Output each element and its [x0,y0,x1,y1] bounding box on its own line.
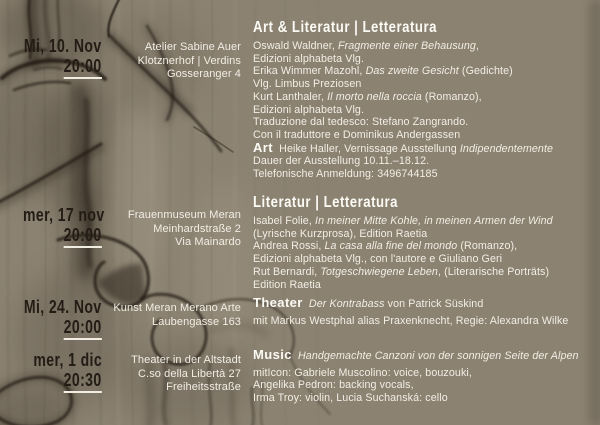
text-segment: Fragmente einer Behausung [337,40,476,52]
text-segment: Il morto nella roccia [327,90,422,103]
section-heading [253,194,600,212]
text-segment: Angelika Pedron: backing vocals, [253,379,414,392]
event-date [0,298,102,318]
text-segment: Heike Haller, Vernissage Ausstellung [272,142,460,155]
event-venue [103,41,241,82]
event-venue [103,354,241,395]
section-lines [253,215,600,291]
section-lines [253,349,600,405]
venue-line: Laubengasse 163 [152,315,241,328]
event-time-text [64,226,102,245]
event-time-text [64,318,102,337]
section-heading-text: Literatur | Letteratura [253,194,399,211]
event-time-underlined: 20:00 [64,317,102,340]
text-line [253,379,600,392]
text-segment: Vlg. Limbus Preziosen [253,78,362,91]
venue-line: Klotznerhof | Verdins [137,54,241,67]
text-segment: Oswald Waldner, [253,40,338,52]
venue-line: Gosseranger 4 [166,68,241,81]
text-segment: Isabel Folie, [253,215,315,227]
venue-line: Via Mainardo [175,236,241,249]
text-segment: Rut Bernardi, [253,265,321,278]
text-line [253,129,600,142]
event-venue [103,209,241,250]
text-segment: , [475,40,480,52]
text-segment: Theater [253,295,303,310]
text-segment: Irma Troy: violin, Lucia Suchanská: cello [253,392,448,405]
event-date-text: mer, 17 nov [23,205,105,225]
event-time-underlined: 20:00 [64,225,102,248]
text-line [253,155,600,168]
event-datetime [0,351,102,391]
text-line [253,279,600,292]
venue-line: Meinhardstraße 2 [153,222,241,235]
event-datetime [0,37,102,77]
program-section [253,297,600,327]
event-time-text [64,57,102,76]
text-segment: Music [253,347,292,362]
text-segment: (Gedichte) [458,65,513,78]
text-segment: mit Markus Westphal alias Praxenknecht, Regie: Alexandra Wilke [253,314,569,327]
text-line [253,266,600,279]
text-line [253,65,600,78]
text-segment: Kurt Lanthaler, [253,90,328,103]
event-datetime [0,298,102,338]
section-lines [253,40,600,181]
text-segment: Erika Wimmer Mazohl, [253,65,366,78]
text-segment: Art [253,139,273,155]
text-segment: Das zweite Gesicht [365,65,459,78]
event-time-underlined: 20:00 [64,56,102,79]
text-line [253,104,600,117]
event-date [0,37,102,57]
venue-line: Atelier Sabine Auer [144,41,241,53]
text-segment: Handgemachte Canzoni von der sonnigen Seite der Alpen [297,350,579,362]
section-heading [253,19,600,37]
text-segment: Edition Raetia [253,278,321,291]
venue-line: Frauenmuseum Meran [127,209,241,221]
text-segment: Telefonische Anmeldung: 3496744185 [253,168,438,181]
program-section [253,194,600,291]
text-segment: Edizioni alphabeta Vlg. [253,103,365,116]
venue-line: C.so della Libertà 27 [138,367,241,380]
text-segment: Indipendentemente [459,142,554,155]
section-heading-text: Art & Literatur | Letteratura [253,19,437,36]
text-segment: Andrea Rossi, [253,240,325,253]
text-segment: Der Kontrabass [308,298,385,310]
text-line [253,139,600,156]
text-segment: Con il traduttore e Dominikus Andergassen [253,128,461,141]
text-segment: (Lyrische Kurzprosa), Edition Raetia [253,227,428,240]
section-lines [253,297,600,327]
text-segment: Totgeschwiegene Leben [320,265,438,278]
venue-line: Freiheitsstraße [166,381,241,394]
event-date [0,351,102,371]
event-time [0,57,102,77]
text-segment: Traduzione dal tedesco: Stefano Zangrando. [253,116,469,129]
text-line [253,367,600,380]
venue-line: Theater in der Altstadt [131,354,241,366]
event-date-text: Mi, 10. Nov [24,36,102,56]
event-time [0,318,102,338]
event-date-text: mer, 1 dic [33,350,102,370]
text-segment: Dauer der Ausstellung 10.11.–18.12. [253,155,430,168]
text-line [253,228,600,241]
text-line [253,297,600,311]
text-segment: , (Literarische Porträts) [437,265,550,278]
event-date-text: Mi, 24. Nov [24,297,102,317]
venue-line: Kunst Meran Merano Arte [113,302,241,314]
text-segment: Edizioni alphabeta Vlg. [253,52,365,65]
text-segment: mitIcon: Gabriele Muscolino: voice, bouzouki, [253,366,472,379]
event-date [0,205,105,226]
text-line [253,168,600,181]
text-segment: La casa alla fine del mondo [324,240,458,253]
event-time-text [64,371,102,390]
text-segment: Edizioni alphabeta Vlg., con l'autore e Giuliano Geri [253,253,503,266]
text-line [253,349,600,363]
text-line [253,315,600,328]
text-line [253,253,600,266]
text-line [253,116,600,129]
event-datetime [0,205,105,246]
text-segment: (Romanzo), [421,90,482,103]
text-segment: In meiner Mitte Kohle, in meinen Armen der Wind [315,215,553,227]
program-section [253,19,600,181]
text-line [253,392,600,405]
program-section [253,349,600,405]
text-segment: (Romanzo), [457,240,518,253]
text-line [253,215,600,228]
text-line [253,78,600,91]
event-time-underlined: 20:30 [64,370,102,393]
event-venue [103,302,241,329]
text-line [253,53,600,66]
text-line [253,91,600,104]
text-line [253,240,600,253]
text-line [253,40,600,53]
event-time [0,371,102,391]
event-time [0,226,102,246]
text-segment: von Patrick Süskind [384,298,484,310]
